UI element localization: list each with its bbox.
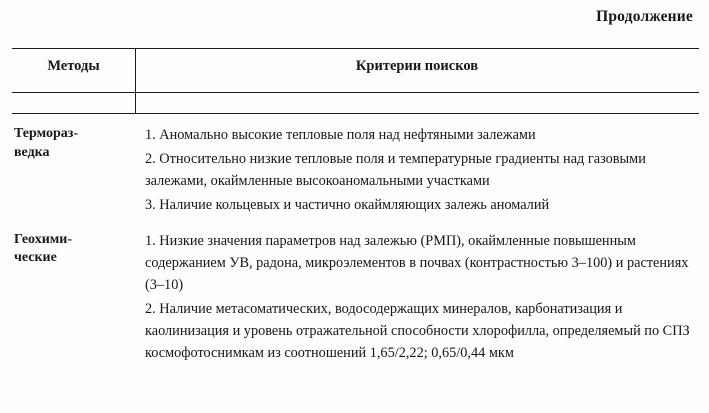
criteria-item: 2. Наличие метасоматических, водосодержащих минералов, карбонатизация и каолинизация и уровень отражательной способности хлорофилла, определяемый по СПЗ космофотоснимкам из соотношений 1,65/2,22; 0,65/0,44 мкм bbox=[145, 301, 690, 362]
row-criteria-list bbox=[135, 230, 699, 365]
row-method-label bbox=[12, 230, 135, 268]
row-method-label bbox=[12, 124, 135, 162]
column-header-criteria: Критерии поисков bbox=[355, 58, 479, 74]
column-header-methods: Методы bbox=[47, 58, 100, 74]
row-criteria-list bbox=[135, 124, 699, 217]
row-method-label-line: ческие bbox=[14, 250, 57, 266]
row-method-label-line: Термораз- bbox=[14, 126, 79, 141]
continuation-label: Продолжение bbox=[596, 8, 693, 25]
table-row bbox=[12, 230, 699, 365]
criteria-item: 1. Аномально высокие тепловые поля над нефтяными залежами bbox=[145, 127, 536, 143]
table-body bbox=[12, 124, 699, 365]
table-top-rule bbox=[12, 48, 699, 49]
table-row bbox=[12, 124, 699, 217]
table-header-rule bbox=[12, 92, 699, 93]
criteria-item: 1. Низкие значения параметров над залежью (РМП), окаймленные повышенным содержанием УВ, радона, микроэлементов в почвах (контрастностью 3–100) и растениях (3–10) bbox=[145, 232, 689, 293]
criteria-item: 3. Наличие кольцевых и частично окаймляющих залежь аномалий bbox=[145, 197, 550, 214]
table-header-bottom-rule bbox=[12, 113, 699, 114]
criteria-item: 2. Относительно низкие тепловые поля и температурные градиенты над газовыми залежами, окаймленные высокоаномальными участками bbox=[145, 151, 646, 190]
row-method-label-line: Геохими- bbox=[14, 231, 73, 247]
row-method-label-line: ведка bbox=[14, 144, 50, 160]
